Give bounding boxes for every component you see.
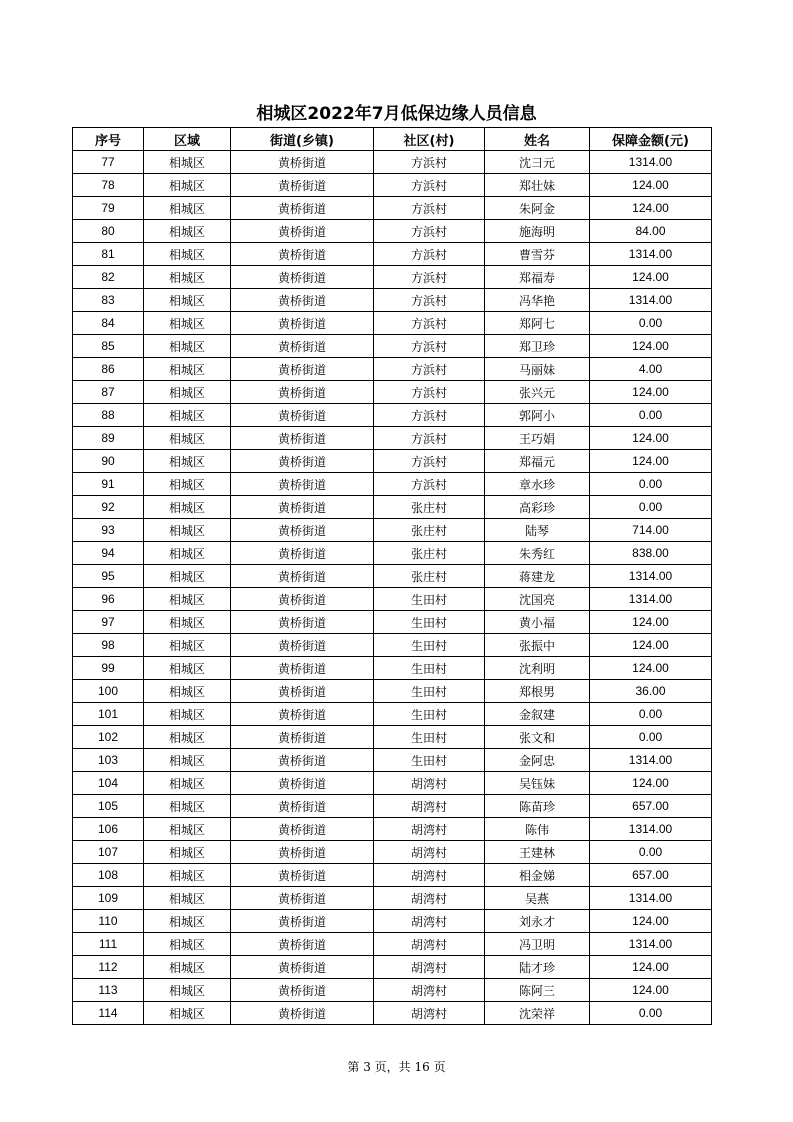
cell-name: 沈国亮 bbox=[485, 588, 590, 611]
cell-amount: 0.00 bbox=[590, 473, 712, 496]
cell-name: 冯华艳 bbox=[485, 289, 590, 312]
table-row bbox=[73, 1002, 712, 1025]
table-row bbox=[73, 979, 712, 1002]
table-row bbox=[73, 588, 712, 611]
cell-index: 95 bbox=[73, 565, 144, 588]
cell-index: 85 bbox=[73, 335, 144, 358]
cell-street: 黄桥街道 bbox=[231, 473, 374, 496]
cell-district: 相城区 bbox=[144, 312, 231, 335]
cell-index: 91 bbox=[73, 473, 144, 496]
cell-community: 方浜村 bbox=[374, 358, 485, 381]
cell-amount: 1314.00 bbox=[590, 151, 712, 174]
cell-district: 相城区 bbox=[144, 358, 231, 381]
cell-community: 方浜村 bbox=[374, 243, 485, 266]
cell-district: 相城区 bbox=[144, 772, 231, 795]
cell-amount: 1314.00 bbox=[590, 565, 712, 588]
cell-name: 相金娣 bbox=[485, 864, 590, 887]
column-header-amount: 保障金额(元) bbox=[590, 128, 712, 151]
cell-index: 112 bbox=[73, 956, 144, 979]
cell-name: 张文和 bbox=[485, 726, 590, 749]
cell-district: 相城区 bbox=[144, 818, 231, 841]
cell-street: 黄桥街道 bbox=[231, 910, 374, 933]
cell-street: 黄桥街道 bbox=[231, 174, 374, 197]
cell-name: 张兴元 bbox=[485, 381, 590, 404]
cell-amount: 124.00 bbox=[590, 956, 712, 979]
cell-district: 相城区 bbox=[144, 220, 231, 243]
cell-name: 陆才珍 bbox=[485, 956, 590, 979]
cell-district: 相城区 bbox=[144, 565, 231, 588]
cell-amount: 0.00 bbox=[590, 703, 712, 726]
cell-index: 100 bbox=[73, 680, 144, 703]
table-row bbox=[73, 565, 712, 588]
cell-amount: 1314.00 bbox=[590, 818, 712, 841]
cell-district: 相城区 bbox=[144, 910, 231, 933]
cell-index: 109 bbox=[73, 887, 144, 910]
table-row bbox=[73, 887, 712, 910]
cell-district: 相城区 bbox=[144, 496, 231, 519]
cell-name: 高彩珍 bbox=[485, 496, 590, 519]
table-row bbox=[73, 473, 712, 496]
cell-street: 黄桥街道 bbox=[231, 427, 374, 450]
cell-index: 93 bbox=[73, 519, 144, 542]
cell-street: 黄桥街道 bbox=[231, 266, 374, 289]
cell-index: 105 bbox=[73, 795, 144, 818]
cell-amount: 1314.00 bbox=[590, 243, 712, 266]
cell-district: 相城区 bbox=[144, 634, 231, 657]
column-header-district: 区域 bbox=[144, 128, 231, 151]
cell-index: 107 bbox=[73, 841, 144, 864]
cell-index: 108 bbox=[73, 864, 144, 887]
table-row bbox=[73, 818, 712, 841]
cell-amount: 0.00 bbox=[590, 496, 712, 519]
cell-name: 张振中 bbox=[485, 634, 590, 657]
cell-district: 相城区 bbox=[144, 151, 231, 174]
cell-name: 郑福元 bbox=[485, 450, 590, 473]
cell-street: 黄桥街道 bbox=[231, 611, 374, 634]
cell-district: 相城区 bbox=[144, 749, 231, 772]
cell-name: 曹雪芬 bbox=[485, 243, 590, 266]
cell-name: 王巧娟 bbox=[485, 427, 590, 450]
cell-index: 94 bbox=[73, 542, 144, 565]
cell-amount: 124.00 bbox=[590, 910, 712, 933]
cell-street: 黄桥街道 bbox=[231, 565, 374, 588]
cell-district: 相城区 bbox=[144, 680, 231, 703]
cell-index: 81 bbox=[73, 243, 144, 266]
cell-community: 方浜村 bbox=[374, 450, 485, 473]
table-row bbox=[73, 519, 712, 542]
cell-street: 黄桥街道 bbox=[231, 726, 374, 749]
cell-street: 黄桥街道 bbox=[231, 151, 374, 174]
cell-amount: 0.00 bbox=[590, 726, 712, 749]
cell-community: 方浜村 bbox=[374, 197, 485, 220]
column-header-street: 街道(乡镇) bbox=[231, 128, 374, 151]
cell-amount: 36.00 bbox=[590, 680, 712, 703]
cell-name: 沈利明 bbox=[485, 657, 590, 680]
cell-district: 相城区 bbox=[144, 427, 231, 450]
cell-index: 106 bbox=[73, 818, 144, 841]
table-body bbox=[73, 151, 712, 1025]
cell-community: 方浜村 bbox=[374, 266, 485, 289]
table-header bbox=[73, 128, 712, 151]
cell-district: 相城区 bbox=[144, 404, 231, 427]
table-row bbox=[73, 404, 712, 427]
cell-index: 90 bbox=[73, 450, 144, 473]
table-row bbox=[73, 381, 712, 404]
table-row bbox=[73, 749, 712, 772]
column-header-community: 社区(村) bbox=[374, 128, 485, 151]
cell-district: 相城区 bbox=[144, 450, 231, 473]
table-row bbox=[73, 266, 712, 289]
cell-name: 郑壮妹 bbox=[485, 174, 590, 197]
cell-community: 胡湾村 bbox=[374, 1002, 485, 1025]
table-row bbox=[73, 220, 712, 243]
cell-community: 胡湾村 bbox=[374, 818, 485, 841]
cell-district: 相城区 bbox=[144, 381, 231, 404]
cell-name: 郑福寿 bbox=[485, 266, 590, 289]
cell-street: 黄桥街道 bbox=[231, 220, 374, 243]
cell-district: 相城区 bbox=[144, 588, 231, 611]
cell-index: 102 bbox=[73, 726, 144, 749]
cell-district: 相城区 bbox=[144, 1002, 231, 1025]
cell-name: 蒋建龙 bbox=[485, 565, 590, 588]
table-row bbox=[73, 634, 712, 657]
cell-amount: 124.00 bbox=[590, 611, 712, 634]
cell-district: 相城区 bbox=[144, 611, 231, 634]
cell-community: 生田村 bbox=[374, 588, 485, 611]
cell-name: 沈彐元 bbox=[485, 151, 590, 174]
cell-index: 110 bbox=[73, 910, 144, 933]
cell-street: 黄桥街道 bbox=[231, 588, 374, 611]
cell-community: 生田村 bbox=[374, 749, 485, 772]
cell-amount: 84.00 bbox=[590, 220, 712, 243]
cell-community: 胡湾村 bbox=[374, 910, 485, 933]
cell-amount: 1314.00 bbox=[590, 588, 712, 611]
cell-community: 生田村 bbox=[374, 680, 485, 703]
cell-name: 朱秀红 bbox=[485, 542, 590, 565]
header-row bbox=[73, 128, 712, 151]
cell-street: 黄桥街道 bbox=[231, 887, 374, 910]
cell-community: 生田村 bbox=[374, 703, 485, 726]
cell-community: 张庄村 bbox=[374, 542, 485, 565]
cell-community: 方浜村 bbox=[374, 289, 485, 312]
cell-name: 吴钰妹 bbox=[485, 772, 590, 795]
table-row bbox=[73, 289, 712, 312]
table-row bbox=[73, 910, 712, 933]
cell-street: 黄桥街道 bbox=[231, 197, 374, 220]
cell-amount: 1314.00 bbox=[590, 749, 712, 772]
cell-name: 郑根男 bbox=[485, 680, 590, 703]
cell-name: 黄小福 bbox=[485, 611, 590, 634]
cell-community: 张庄村 bbox=[374, 496, 485, 519]
table-row bbox=[73, 864, 712, 887]
cell-amount: 124.00 bbox=[590, 634, 712, 657]
cell-name: 陈苗珍 bbox=[485, 795, 590, 818]
cell-community: 方浜村 bbox=[374, 220, 485, 243]
document-title: 相城区2022年7月低保边缘人员信息 bbox=[256, 104, 537, 124]
cell-index: 79 bbox=[73, 197, 144, 220]
cell-amount: 124.00 bbox=[590, 266, 712, 289]
cell-street: 黄桥街道 bbox=[231, 956, 374, 979]
cell-index: 78 bbox=[73, 174, 144, 197]
cell-community: 方浜村 bbox=[374, 151, 485, 174]
table-row bbox=[73, 542, 712, 565]
cell-name: 吴燕 bbox=[485, 887, 590, 910]
cell-district: 相城区 bbox=[144, 542, 231, 565]
table-row bbox=[73, 680, 712, 703]
cell-community: 方浜村 bbox=[374, 312, 485, 335]
cell-amount: 714.00 bbox=[590, 519, 712, 542]
table-row bbox=[73, 450, 712, 473]
cell-street: 黄桥街道 bbox=[231, 519, 374, 542]
cell-index: 82 bbox=[73, 266, 144, 289]
table-row bbox=[73, 841, 712, 864]
cell-name: 陆琴 bbox=[485, 519, 590, 542]
cell-index: 77 bbox=[73, 151, 144, 174]
cell-community: 方浜村 bbox=[374, 381, 485, 404]
table-row bbox=[73, 427, 712, 450]
cell-community: 张庄村 bbox=[374, 565, 485, 588]
cell-community: 方浜村 bbox=[374, 473, 485, 496]
cell-name: 刘永才 bbox=[485, 910, 590, 933]
cell-name: 沈荣祥 bbox=[485, 1002, 590, 1025]
cell-district: 相城区 bbox=[144, 979, 231, 1002]
table-row bbox=[73, 611, 712, 634]
cell-district: 相城区 bbox=[144, 703, 231, 726]
cell-amount: 838.00 bbox=[590, 542, 712, 565]
cell-street: 黄桥街道 bbox=[231, 657, 374, 680]
cell-index: 92 bbox=[73, 496, 144, 519]
cell-index: 97 bbox=[73, 611, 144, 634]
column-header-name: 姓名 bbox=[485, 128, 590, 151]
cell-street: 黄桥街道 bbox=[231, 979, 374, 1002]
cell-index: 101 bbox=[73, 703, 144, 726]
table-row bbox=[73, 933, 712, 956]
cell-amount: 4.00 bbox=[590, 358, 712, 381]
cell-amount: 124.00 bbox=[590, 381, 712, 404]
cell-district: 相城区 bbox=[144, 956, 231, 979]
page-footer: 第 3 页，共 16 页 bbox=[347, 1060, 446, 1074]
cell-name: 陈伟 bbox=[485, 818, 590, 841]
cell-index: 83 bbox=[73, 289, 144, 312]
cell-amount: 0.00 bbox=[590, 312, 712, 335]
table-row bbox=[73, 151, 712, 174]
table-row bbox=[73, 657, 712, 680]
cell-name: 冯卫明 bbox=[485, 933, 590, 956]
cell-street: 黄桥街道 bbox=[231, 335, 374, 358]
cell-community: 生田村 bbox=[374, 726, 485, 749]
cell-community: 方浜村 bbox=[374, 404, 485, 427]
cell-community: 生田村 bbox=[374, 634, 485, 657]
cell-name: 金阿忠 bbox=[485, 749, 590, 772]
cell-street: 黄桥街道 bbox=[231, 703, 374, 726]
cell-amount: 124.00 bbox=[590, 657, 712, 680]
cell-index: 80 bbox=[73, 220, 144, 243]
cell-street: 黄桥街道 bbox=[231, 243, 374, 266]
cell-district: 相城区 bbox=[144, 174, 231, 197]
cell-district: 相城区 bbox=[144, 335, 231, 358]
cell-community: 张庄村 bbox=[374, 519, 485, 542]
cell-amount: 657.00 bbox=[590, 795, 712, 818]
cell-name: 朱阿金 bbox=[485, 197, 590, 220]
cell-amount: 1314.00 bbox=[590, 933, 712, 956]
cell-street: 黄桥街道 bbox=[231, 634, 374, 657]
cell-amount: 124.00 bbox=[590, 450, 712, 473]
cell-district: 相城区 bbox=[144, 795, 231, 818]
cell-amount: 1314.00 bbox=[590, 289, 712, 312]
cell-community: 胡湾村 bbox=[374, 864, 485, 887]
cell-index: 98 bbox=[73, 634, 144, 657]
cell-district: 相城区 bbox=[144, 657, 231, 680]
cell-index: 114 bbox=[73, 1002, 144, 1025]
cell-street: 黄桥街道 bbox=[231, 542, 374, 565]
cell-street: 黄桥街道 bbox=[231, 289, 374, 312]
cell-district: 相城区 bbox=[144, 473, 231, 496]
cell-name: 郭阿小 bbox=[485, 404, 590, 427]
cell-street: 黄桥街道 bbox=[231, 864, 374, 887]
cell-index: 103 bbox=[73, 749, 144, 772]
cell-name: 郑卫珍 bbox=[485, 335, 590, 358]
table-row bbox=[73, 243, 712, 266]
cell-community: 胡湾村 bbox=[374, 795, 485, 818]
cell-name: 施海明 bbox=[485, 220, 590, 243]
cell-community: 生田村 bbox=[374, 611, 485, 634]
cell-amount: 657.00 bbox=[590, 864, 712, 887]
recipient-table bbox=[72, 127, 712, 1025]
cell-index: 88 bbox=[73, 404, 144, 427]
cell-index: 113 bbox=[73, 979, 144, 1002]
cell-amount: 124.00 bbox=[590, 427, 712, 450]
cell-district: 相城区 bbox=[144, 266, 231, 289]
cell-name: 章水珍 bbox=[485, 473, 590, 496]
cell-name: 郑阿七 bbox=[485, 312, 590, 335]
cell-street: 黄桥街道 bbox=[231, 496, 374, 519]
table-row bbox=[73, 772, 712, 795]
cell-street: 黄桥街道 bbox=[231, 404, 374, 427]
cell-street: 黄桥街道 bbox=[231, 795, 374, 818]
cell-community: 方浜村 bbox=[374, 335, 485, 358]
cell-amount: 124.00 bbox=[590, 197, 712, 220]
cell-amount: 0.00 bbox=[590, 841, 712, 864]
cell-index: 87 bbox=[73, 381, 144, 404]
cell-district: 相城区 bbox=[144, 933, 231, 956]
cell-amount: 124.00 bbox=[590, 979, 712, 1002]
cell-amount: 124.00 bbox=[590, 174, 712, 197]
table-row bbox=[73, 956, 712, 979]
column-header-index: 序号 bbox=[73, 128, 144, 151]
cell-community: 胡湾村 bbox=[374, 979, 485, 1002]
cell-name: 王建林 bbox=[485, 841, 590, 864]
cell-name: 金叙建 bbox=[485, 703, 590, 726]
cell-community: 胡湾村 bbox=[374, 887, 485, 910]
cell-street: 黄桥街道 bbox=[231, 381, 374, 404]
cell-street: 黄桥街道 bbox=[231, 841, 374, 864]
cell-community: 生田村 bbox=[374, 657, 485, 680]
cell-index: 89 bbox=[73, 427, 144, 450]
table-row bbox=[73, 703, 712, 726]
cell-street: 黄桥街道 bbox=[231, 1002, 374, 1025]
cell-index: 96 bbox=[73, 588, 144, 611]
cell-district: 相城区 bbox=[144, 197, 231, 220]
cell-amount: 0.00 bbox=[590, 404, 712, 427]
table-row bbox=[73, 197, 712, 220]
table-row bbox=[73, 312, 712, 335]
cell-district: 相城区 bbox=[144, 289, 231, 312]
cell-community: 胡湾村 bbox=[374, 933, 485, 956]
cell-street: 黄桥街道 bbox=[231, 358, 374, 381]
cell-district: 相城区 bbox=[144, 243, 231, 266]
table-row bbox=[73, 358, 712, 381]
cell-street: 黄桥街道 bbox=[231, 749, 374, 772]
cell-name: 陈阿三 bbox=[485, 979, 590, 1002]
cell-street: 黄桥街道 bbox=[231, 818, 374, 841]
cell-community: 方浜村 bbox=[374, 427, 485, 450]
cell-index: 111 bbox=[73, 933, 144, 956]
cell-district: 相城区 bbox=[144, 726, 231, 749]
cell-district: 相城区 bbox=[144, 841, 231, 864]
table-row bbox=[73, 726, 712, 749]
table-row bbox=[73, 174, 712, 197]
cell-index: 99 bbox=[73, 657, 144, 680]
cell-index: 86 bbox=[73, 358, 144, 381]
cell-street: 黄桥街道 bbox=[231, 933, 374, 956]
cell-community: 胡湾村 bbox=[374, 841, 485, 864]
cell-community: 方浜村 bbox=[374, 174, 485, 197]
cell-street: 黄桥街道 bbox=[231, 312, 374, 335]
table-row bbox=[73, 795, 712, 818]
cell-index: 104 bbox=[73, 772, 144, 795]
cell-community: 胡湾村 bbox=[374, 956, 485, 979]
cell-street: 黄桥街道 bbox=[231, 450, 374, 473]
table-row bbox=[73, 335, 712, 358]
cell-amount: 124.00 bbox=[590, 772, 712, 795]
cell-name: 马丽妹 bbox=[485, 358, 590, 381]
cell-amount: 0.00 bbox=[590, 1002, 712, 1025]
cell-amount: 1314.00 bbox=[590, 887, 712, 910]
cell-street: 黄桥街道 bbox=[231, 772, 374, 795]
cell-district: 相城区 bbox=[144, 519, 231, 542]
cell-amount: 124.00 bbox=[590, 335, 712, 358]
cell-street: 黄桥街道 bbox=[231, 680, 374, 703]
cell-district: 相城区 bbox=[144, 887, 231, 910]
cell-index: 84 bbox=[73, 312, 144, 335]
cell-district: 相城区 bbox=[144, 864, 231, 887]
cell-community: 胡湾村 bbox=[374, 772, 485, 795]
table-row bbox=[73, 496, 712, 519]
